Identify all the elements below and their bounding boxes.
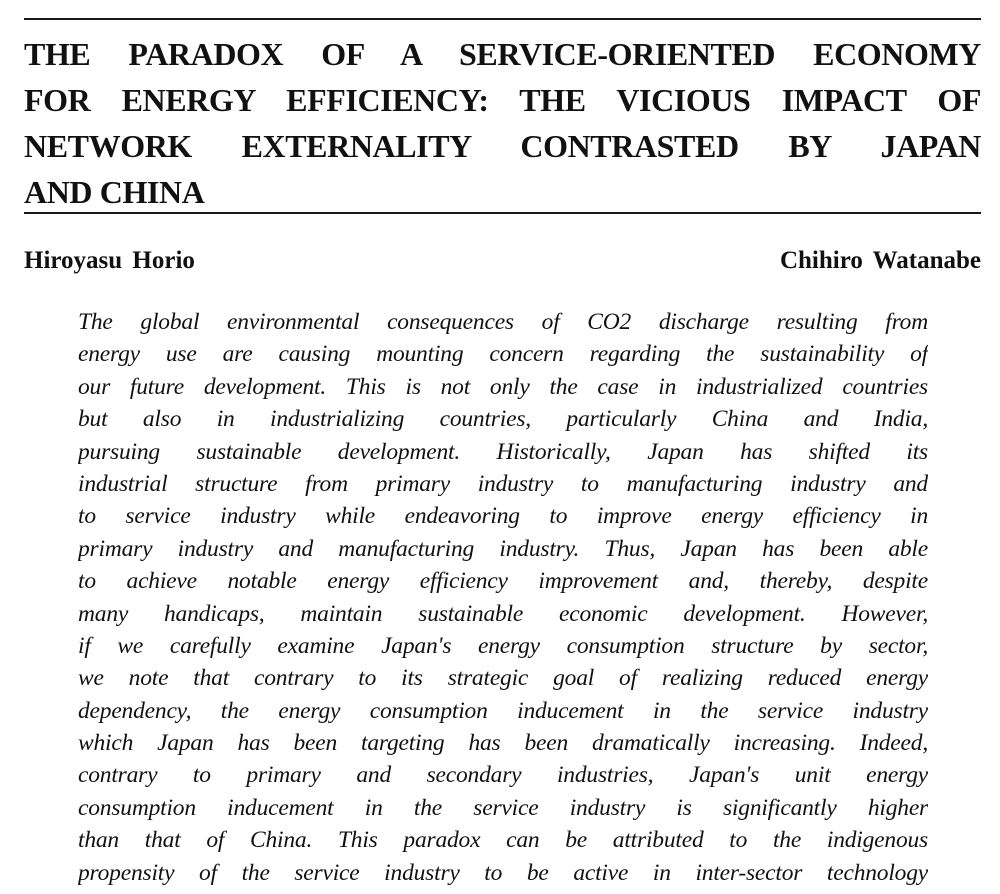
title-line-1: THE PARADOX OF A SERVICE-ORIENTED ECONOMY	[24, 36, 981, 72]
abstract-line: consumption inducement in the service industry is significantly higher	[78, 794, 928, 821]
abstract-line: pursuing sustainable development. Historically, Japan has shifted its	[78, 438, 928, 465]
abstract-line: many handicaps, maintain sustainable economic development. However,	[78, 600, 928, 627]
abstract-line: dependency, the energy consumption inducement in the service industry	[78, 697, 928, 724]
paper-title	[24, 31, 981, 215]
abstract-line: The global environmental consequences of CO2 discharge resulting from	[78, 309, 928, 335]
abstract-line: which Japan has been targeting has been dramatically increasing. Indeed,	[78, 730, 928, 757]
abstract-line: but also in industrializing countries, particularly China and India,	[78, 406, 928, 433]
author-row	[24, 244, 981, 278]
title-line-3: NETWORK EXTERNALITY CONTRASTED BY JAPAN	[24, 128, 981, 164]
title-bottom-rule	[24, 212, 981, 214]
abstract-line: to service industry while endeavoring to improve energy efficiency in	[78, 503, 928, 530]
abstract-line: propensity of the service industry to be active in inter-sector technology	[78, 859, 928, 886]
abstract-line: contrary to primary and secondary industries, Japan's unit energy	[78, 762, 928, 789]
title-top-rule	[24, 18, 981, 20]
abstract-line: energy use are causing mounting concern regarding the sustainability of	[78, 341, 928, 368]
title-line-2: FOR ENERGY EFFICIENCY: THE VICIOUS IMPACT OF	[24, 82, 981, 118]
abstract-line: our future development. This is not only the case in industrialized countries	[78, 373, 928, 400]
abstract-body	[78, 306, 928, 889]
abstract-line: industrial structure from primary industry to manufacturing industry and	[78, 470, 928, 497]
abstract-line: primary industry and manufacturing industry. Thus, Japan has been able	[78, 535, 928, 562]
author-name-right: Chihiro Watanabe	[779, 247, 981, 274]
abstract-line: if we carefully examine Japan's energy consumption structure by sector,	[78, 632, 928, 659]
title-line-4: AND CHINA	[24, 174, 205, 210]
abstract-line: than that of China. This paradox can be attributed to the indigenous	[78, 827, 928, 854]
author-name-left: Hiroyasu Horio	[24, 247, 195, 274]
abstract-line: to achieve notable energy efficiency improvement and, thereby, despite	[78, 568, 928, 595]
abstract-line: we note that contrary to its strategic goal of realizing reduced energy	[78, 665, 928, 692]
